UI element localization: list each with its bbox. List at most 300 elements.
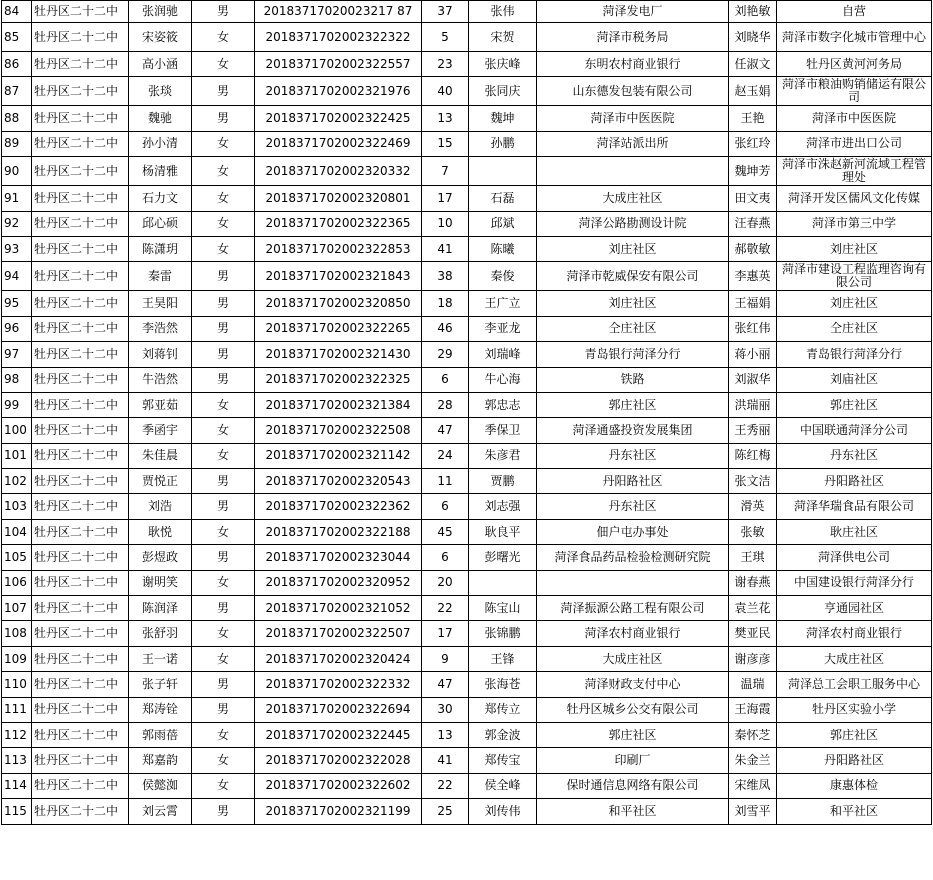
class-number-cell: 17	[422, 186, 469, 211]
school-name-cell: 牡丹区二十二中	[32, 1, 129, 23]
class-number-cell: 7	[422, 157, 469, 186]
table-row	[2, 236, 932, 261]
table-row	[2, 186, 932, 211]
father-workplace-cell: 菏泽食品药品检验检测研究院	[537, 545, 729, 570]
class-number-cell: 41	[422, 748, 469, 773]
father-name-cell: 张海苍	[469, 672, 537, 697]
father-workplace-cell: 佃户屯办事处	[537, 519, 729, 544]
mother-workplace-cell: 刘庄社区	[777, 291, 932, 316]
gender-cell: 男	[192, 697, 255, 722]
father-name-cell: 季保卫	[469, 418, 537, 443]
class-number-cell: 41	[422, 236, 469, 261]
gender-cell: 女	[192, 131, 255, 156]
mother-name-cell: 谢彦彦	[729, 646, 777, 671]
father-workplace-cell: 大成庄社区	[537, 646, 729, 671]
gender-cell: 女	[192, 418, 255, 443]
father-name-cell: 李亚龙	[469, 316, 537, 341]
row-number-cell: 88	[2, 106, 32, 131]
father-workplace-cell: 牡丹区城乡公交有限公司	[537, 697, 729, 722]
row-number-cell: 106	[2, 570, 32, 595]
mother-workplace-cell: 菏泽开发区儒风文化传媒	[777, 186, 932, 211]
row-number-cell: 93	[2, 236, 32, 261]
mother-workplace-cell: 仝庄社区	[777, 316, 932, 341]
gender-cell: 女	[192, 519, 255, 544]
mother-name-cell: 任淑文	[729, 52, 777, 77]
student-id-cell: 2018371702002322469	[255, 131, 422, 156]
school-name-cell: 牡丹区二十二中	[32, 773, 129, 798]
student-name-cell: 张润驰	[129, 1, 192, 23]
father-name-cell: 刘志强	[469, 494, 537, 519]
class-number-cell: 47	[422, 418, 469, 443]
mother-workplace-cell: 菏泽总工会职工服务中心	[777, 672, 932, 697]
table-row	[2, 596, 932, 621]
student-name-cell: 贾悦正	[129, 469, 192, 494]
school-name-cell: 牡丹区二十二中	[32, 367, 129, 392]
student-id-cell: 2018371702002322325	[255, 367, 422, 392]
school-name-cell: 牡丹区二十二中	[32, 799, 129, 824]
school-name-cell: 牡丹区二十二中	[32, 211, 129, 236]
gender-cell: 女	[192, 570, 255, 595]
class-number-cell: 28	[422, 392, 469, 417]
table-row	[2, 570, 932, 595]
father-name-cell: 陈曦	[469, 236, 537, 261]
father-name-cell: 刘瑞峰	[469, 342, 537, 367]
row-number-cell: 108	[2, 621, 32, 646]
student-id-cell: 2018371702002320952	[255, 570, 422, 595]
school-name-cell: 牡丹区二十二中	[32, 186, 129, 211]
father-name-cell: 张同庆	[469, 77, 537, 106]
row-number-cell: 114	[2, 773, 32, 798]
school-name-cell: 牡丹区二十二中	[32, 392, 129, 417]
student-name-cell: 郑嘉韵	[129, 748, 192, 773]
father-name-cell: 宋贺	[469, 23, 537, 52]
student-name-cell: 石力文	[129, 186, 192, 211]
father-name-cell	[469, 570, 537, 595]
school-name-cell: 牡丹区二十二中	[32, 418, 129, 443]
student-id-cell: 2018371702002320424	[255, 646, 422, 671]
father-workplace-cell: 菏泽振源公路工程有限公司	[537, 596, 729, 621]
father-name-cell: 张伟	[469, 1, 537, 23]
father-name-cell: 彭曙光	[469, 545, 537, 570]
school-name-cell: 牡丹区二十二中	[32, 494, 129, 519]
gender-cell: 女	[192, 748, 255, 773]
gender-cell: 男	[192, 672, 255, 697]
student-name-cell: 朱佳晨	[129, 443, 192, 468]
row-number-cell: 99	[2, 392, 32, 417]
class-number-cell: 6	[422, 494, 469, 519]
student-id-cell: 2018371702002322322	[255, 23, 422, 52]
mother-workplace-cell: 丹东社区	[777, 443, 932, 468]
father-workplace-cell: 郭庄社区	[537, 722, 729, 747]
class-number-cell: 20	[422, 570, 469, 595]
school-name-cell: 牡丹区二十二中	[32, 596, 129, 621]
mother-workplace-cell: 菏泽市进出口公司	[777, 131, 932, 156]
student-id-cell: 2018371702002322028	[255, 748, 422, 773]
gender-cell: 男	[192, 367, 255, 392]
student-id-cell: 2018371702002322508	[255, 418, 422, 443]
table-row	[2, 469, 932, 494]
student-name-cell: 邱心硕	[129, 211, 192, 236]
mother-name-cell: 张红伟	[729, 316, 777, 341]
mother-workplace-cell: 刘庄社区	[777, 236, 932, 261]
table-row	[2, 367, 932, 392]
student-name-cell: 郭雨蓓	[129, 722, 192, 747]
table-row	[2, 443, 932, 468]
row-number-cell: 103	[2, 494, 32, 519]
table-row	[2, 646, 932, 671]
father-workplace-cell: 菏泽农村商业银行	[537, 621, 729, 646]
student-id-cell: 2018371702002320801	[255, 186, 422, 211]
student-name-cell: 王一诺	[129, 646, 192, 671]
student-name-cell: 彭煜政	[129, 545, 192, 570]
student-id-cell: 2018371702002322694	[255, 697, 422, 722]
table-row	[2, 672, 932, 697]
row-number-cell: 84	[2, 1, 32, 23]
class-number-cell: 5	[422, 23, 469, 52]
mother-workplace-cell: 菏泽市建设工程监理咨询有限公司	[777, 262, 932, 291]
gender-cell: 女	[192, 722, 255, 747]
table-row	[2, 157, 932, 186]
student-id-cell: 2018371702002321843	[255, 262, 422, 291]
table-row	[2, 316, 932, 341]
mother-name-cell: 王福娟	[729, 291, 777, 316]
class-number-cell: 46	[422, 316, 469, 341]
father-name-cell: 侯全峰	[469, 773, 537, 798]
class-number-cell: 38	[422, 262, 469, 291]
school-name-cell: 牡丹区二十二中	[32, 748, 129, 773]
school-name-cell: 牡丹区二十二中	[32, 697, 129, 722]
table-row	[2, 392, 932, 417]
school-name-cell: 牡丹区二十二中	[32, 519, 129, 544]
class-number-cell: 30	[422, 697, 469, 722]
father-workplace-cell: 大成庄社区	[537, 186, 729, 211]
row-number-cell: 110	[2, 672, 32, 697]
table-row	[2, 77, 932, 106]
father-workplace-cell: 铁路	[537, 367, 729, 392]
table-row	[2, 519, 932, 544]
mother-name-cell: 樊亚民	[729, 621, 777, 646]
mother-workplace-cell: 牡丹区黄河河务局	[777, 52, 932, 77]
class-number-cell: 24	[422, 443, 469, 468]
class-number-cell: 13	[422, 722, 469, 747]
student-name-cell: 侯懿洳	[129, 773, 192, 798]
student-name-cell: 张舒羽	[129, 621, 192, 646]
father-workplace-cell: 菏泽公路勘测设计院	[537, 211, 729, 236]
father-name-cell: 石磊	[469, 186, 537, 211]
school-name-cell: 牡丹区二十二中	[32, 291, 129, 316]
student-id-cell: 2018371702002322853	[255, 236, 422, 261]
student-id-cell: 2018371702002322188	[255, 519, 422, 544]
gender-cell: 男	[192, 77, 255, 106]
student-name-cell: 郭亚茹	[129, 392, 192, 417]
gender-cell: 女	[192, 646, 255, 671]
father-workplace-cell: 丹东社区	[537, 443, 729, 468]
gender-cell: 女	[192, 157, 255, 186]
mother-workplace-cell: 牡丹区实验小学	[777, 697, 932, 722]
gender-cell: 女	[192, 621, 255, 646]
class-number-cell: 11	[422, 469, 469, 494]
class-number-cell: 15	[422, 131, 469, 156]
row-number-cell: 112	[2, 722, 32, 747]
table-row	[2, 621, 932, 646]
student-name-cell: 张子轩	[129, 672, 192, 697]
student-id-cell: 2018371702002322265	[255, 316, 422, 341]
student-id-cell: 2018371702002321142	[255, 443, 422, 468]
father-name-cell: 魏坤	[469, 106, 537, 131]
student-roster-table	[1, 0, 932, 825]
gender-cell: 女	[192, 773, 255, 798]
mother-name-cell: 袁兰花	[729, 596, 777, 621]
class-number-cell: 29	[422, 342, 469, 367]
mother-name-cell: 汪春燕	[729, 211, 777, 236]
gender-cell: 女	[192, 443, 255, 468]
student-name-cell: 刘云霄	[129, 799, 192, 824]
mother-workplace-cell: 菏泽农村商业银行	[777, 621, 932, 646]
father-name-cell: 牛心海	[469, 367, 537, 392]
school-name-cell: 牡丹区二十二中	[32, 722, 129, 747]
father-name-cell: 朱彦君	[469, 443, 537, 468]
mother-name-cell: 王艳	[729, 106, 777, 131]
student-id-cell: 2018371702002322602	[255, 773, 422, 798]
mother-name-cell: 谢春燕	[729, 570, 777, 595]
table-row	[2, 291, 932, 316]
table-row	[2, 799, 932, 824]
mother-name-cell: 张红玲	[729, 131, 777, 156]
row-number-cell: 113	[2, 748, 32, 773]
student-id-cell: 2018371702002323044	[255, 545, 422, 570]
gender-cell: 女	[192, 211, 255, 236]
row-number-cell: 109	[2, 646, 32, 671]
gender-cell: 男	[192, 291, 255, 316]
mother-name-cell: 刘淑华	[729, 367, 777, 392]
father-name-cell: 刘传伟	[469, 799, 537, 824]
student-name-cell: 刘浩	[129, 494, 192, 519]
father-name-cell: 孙鹏	[469, 131, 537, 156]
father-workplace-cell: 丹阳路社区	[537, 469, 729, 494]
student-id-cell: 2018371702002322365	[255, 211, 422, 236]
row-number-cell: 102	[2, 469, 32, 494]
mother-workplace-cell: 菏泽市洙赵新河流域工程管理处	[777, 157, 932, 186]
mother-name-cell: 王海霞	[729, 697, 777, 722]
student-id-cell: 2018371702002321052	[255, 596, 422, 621]
mother-name-cell: 田文夷	[729, 186, 777, 211]
table-row	[2, 748, 932, 773]
student-name-cell: 高小涵	[129, 52, 192, 77]
father-workplace-cell: 刘庄社区	[537, 236, 729, 261]
mother-workplace-cell: 菏泽市粮油购销储运有限公司	[777, 77, 932, 106]
school-name-cell: 牡丹区二十二中	[32, 342, 129, 367]
mother-workplace-cell: 菏泽市中医医院	[777, 106, 932, 131]
gender-cell: 女	[192, 236, 255, 261]
class-number-cell: 23	[422, 52, 469, 77]
table-row	[2, 722, 932, 747]
gender-cell: 男	[192, 316, 255, 341]
mother-workplace-cell: 郭庄社区	[777, 722, 932, 747]
row-number-cell: 104	[2, 519, 32, 544]
mother-name-cell: 宋维凤	[729, 773, 777, 798]
father-name-cell: 陈宝山	[469, 596, 537, 621]
row-number-cell: 96	[2, 316, 32, 341]
mother-workplace-cell: 自营	[777, 1, 932, 23]
student-name-cell: 孙小清	[129, 131, 192, 156]
school-name-cell: 牡丹区二十二中	[32, 621, 129, 646]
table-row	[2, 131, 932, 156]
school-name-cell: 牡丹区二十二中	[32, 262, 129, 291]
student-id-cell: 2018371702002320332	[255, 157, 422, 186]
row-number-cell: 101	[2, 443, 32, 468]
row-number-cell: 95	[2, 291, 32, 316]
father-name-cell: 贾鹏	[469, 469, 537, 494]
student-id-cell: 2018371702002321976	[255, 77, 422, 106]
mother-workplace-cell: 丹阳路社区	[777, 748, 932, 773]
mother-workplace-cell: 菏泽市第三中学	[777, 211, 932, 236]
table-row	[2, 52, 932, 77]
father-name-cell: 耿良平	[469, 519, 537, 544]
row-number-cell: 115	[2, 799, 32, 824]
student-name-cell: 李浩然	[129, 316, 192, 341]
mother-name-cell: 李惠英	[729, 262, 777, 291]
gender-cell: 男	[192, 545, 255, 570]
student-name-cell: 郑涛铨	[129, 697, 192, 722]
row-number-cell: 97	[2, 342, 32, 367]
mother-workplace-cell: 青岛银行菏泽分行	[777, 342, 932, 367]
class-number-cell: 22	[422, 596, 469, 621]
mother-name-cell: 魏坤芳	[729, 157, 777, 186]
table-row	[2, 211, 932, 236]
student-id-cell: 2018371702002322507	[255, 621, 422, 646]
mother-name-cell: 朱金兰	[729, 748, 777, 773]
student-id-cell: 2018371702002322332	[255, 672, 422, 697]
school-name-cell: 牡丹区二十二中	[32, 672, 129, 697]
table-row	[2, 545, 932, 570]
father-workplace-cell: 保时通信息网络有限公司	[537, 773, 729, 798]
student-id-cell: 2018371702002320543	[255, 469, 422, 494]
student-name-cell: 谢明笑	[129, 570, 192, 595]
student-name-cell: 刘蒋钊	[129, 342, 192, 367]
father-name-cell: 郑传宝	[469, 748, 537, 773]
gender-cell: 男	[192, 262, 255, 291]
student-name-cell: 陈润泽	[129, 596, 192, 621]
father-workplace-cell: 菏泽市税务局	[537, 23, 729, 52]
table-row	[2, 342, 932, 367]
mother-workplace-cell: 菏泽供电公司	[777, 545, 932, 570]
mother-workplace-cell: 刘庙社区	[777, 367, 932, 392]
mother-name-cell: 张敏	[729, 519, 777, 544]
father-workplace-cell	[537, 570, 729, 595]
father-name-cell: 张锦鹏	[469, 621, 537, 646]
gender-cell: 女	[192, 186, 255, 211]
row-number-cell: 98	[2, 367, 32, 392]
table-row	[2, 106, 932, 131]
mother-name-cell: 赵玉娟	[729, 77, 777, 106]
mother-workplace-cell: 菏泽市数字化城市管理中心	[777, 23, 932, 52]
father-workplace-cell: 菏泽财政支付中心	[537, 672, 729, 697]
gender-cell: 男	[192, 1, 255, 23]
school-name-cell: 牡丹区二十二中	[32, 131, 129, 156]
gender-cell: 男	[192, 799, 255, 824]
mother-name-cell: 王秀丽	[729, 418, 777, 443]
gender-cell: 女	[192, 23, 255, 52]
class-number-cell: 18	[422, 291, 469, 316]
table-row	[2, 697, 932, 722]
student-id-cell: 2018371702002321384	[255, 392, 422, 417]
mother-name-cell: 洪瑞丽	[729, 392, 777, 417]
mother-name-cell: 蒋小丽	[729, 342, 777, 367]
student-name-cell: 杨清雅	[129, 157, 192, 186]
student-name-cell: 宋姿筱	[129, 23, 192, 52]
mother-name-cell: 王琪	[729, 545, 777, 570]
father-workplace-cell: 印刷厂	[537, 748, 729, 773]
school-name-cell: 牡丹区二十二中	[32, 106, 129, 131]
student-name-cell: 王昊阳	[129, 291, 192, 316]
row-number-cell: 85	[2, 23, 32, 52]
row-number-cell: 92	[2, 211, 32, 236]
father-workplace-cell: 仝庄社区	[537, 316, 729, 341]
school-name-cell: 牡丹区二十二中	[32, 236, 129, 261]
father-workplace-cell: 青岛银行菏泽分行	[537, 342, 729, 367]
class-number-cell: 37	[422, 1, 469, 23]
table-row	[2, 1, 932, 23]
mother-name-cell: 张文洁	[729, 469, 777, 494]
father-workplace-cell: 菏泽通盛投资发展集团	[537, 418, 729, 443]
gender-cell: 女	[192, 392, 255, 417]
student-id-cell: 2018371702002322425	[255, 106, 422, 131]
mother-name-cell: 郝敬敏	[729, 236, 777, 261]
student-id-cell: 2018371702002321430	[255, 342, 422, 367]
father-workplace-cell: 东明农村商业银行	[537, 52, 729, 77]
student-name-cell: 秦雷	[129, 262, 192, 291]
school-name-cell: 牡丹区二十二中	[32, 157, 129, 186]
mother-workplace-cell: 菏泽华瑞食品有限公司	[777, 494, 932, 519]
mother-workplace-cell: 大成庄社区	[777, 646, 932, 671]
school-name-cell: 牡丹区二十二中	[32, 443, 129, 468]
mother-name-cell: 陈红梅	[729, 443, 777, 468]
mother-workplace-cell: 中国联通菏泽分公司	[777, 418, 932, 443]
mother-workplace-cell: 亨通园社区	[777, 596, 932, 621]
mother-name-cell: 刘艳敏	[729, 1, 777, 23]
father-workplace-cell: 菏泽发电厂	[537, 1, 729, 23]
school-name-cell: 牡丹区二十二中	[32, 570, 129, 595]
class-number-cell: 13	[422, 106, 469, 131]
class-number-cell: 9	[422, 646, 469, 671]
father-workplace-cell: 菏泽站派出所	[537, 131, 729, 156]
father-name-cell: 郭忠志	[469, 392, 537, 417]
class-number-cell: 47	[422, 672, 469, 697]
school-name-cell: 牡丹区二十二中	[32, 77, 129, 106]
father-workplace-cell: 郭庄社区	[537, 392, 729, 417]
father-workplace-cell: 和平社区	[537, 799, 729, 824]
student-name-cell: 陈潇玥	[129, 236, 192, 261]
gender-cell: 男	[192, 469, 255, 494]
table-row	[2, 418, 932, 443]
school-name-cell: 牡丹区二十二中	[32, 52, 129, 77]
table-row	[2, 23, 932, 52]
father-workplace-cell: 菏泽市中医医院	[537, 106, 729, 131]
row-number-cell: 111	[2, 697, 32, 722]
row-number-cell: 107	[2, 596, 32, 621]
class-number-cell: 10	[422, 211, 469, 236]
father-name-cell: 秦俊	[469, 262, 537, 291]
father-name-cell: 郭金波	[469, 722, 537, 747]
row-number-cell: 100	[2, 418, 32, 443]
student-name-cell: 耿悦	[129, 519, 192, 544]
father-name-cell: 张庆峰	[469, 52, 537, 77]
mother-workplace-cell: 耿庄社区	[777, 519, 932, 544]
mother-name-cell: 温瑞	[729, 672, 777, 697]
gender-cell: 男	[192, 494, 255, 519]
row-number-cell: 87	[2, 77, 32, 106]
class-number-cell: 6	[422, 367, 469, 392]
